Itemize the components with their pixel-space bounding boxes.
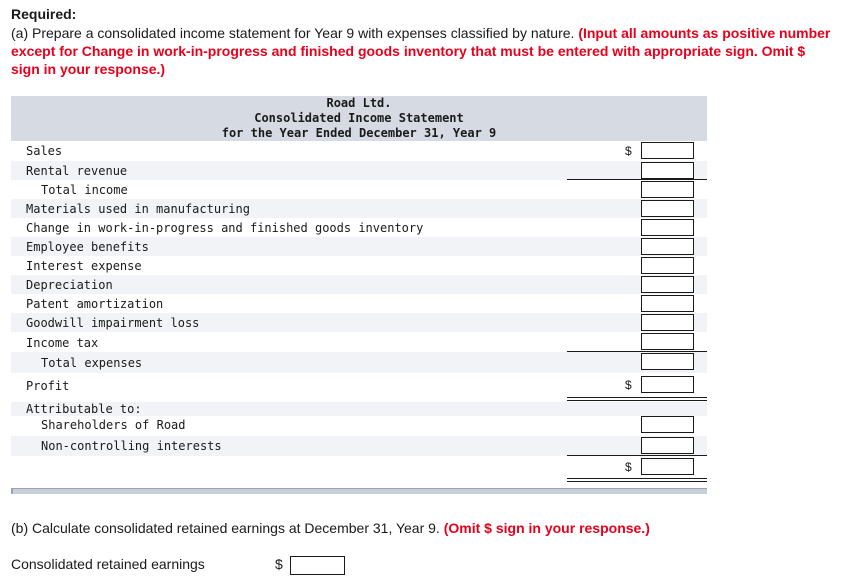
row-label: Materials used in manufacturing: [26, 202, 250, 216]
required-heading: Required:: [11, 6, 77, 22]
double-rule-top: [567, 397, 707, 398]
row-label: Employee benefits: [26, 240, 149, 254]
row-label: Rental revenue: [26, 164, 128, 178]
dollar-sign: $: [625, 460, 632, 474]
total-attributable-input[interactable]: [641, 458, 694, 475]
row-label: Non-controlling interests: [41, 439, 222, 453]
part-b-note: (Omit $ sign in your response.): [443, 520, 650, 536]
row-total-attributable: [11, 456, 707, 478]
statement-title: Consolidated Income Statement: [254, 111, 464, 125]
row-depreciation: [11, 275, 707, 294]
retained-earnings-label: Consolidated retained earnings: [11, 556, 205, 572]
double-rule-top: [567, 478, 707, 479]
row-label: Depreciation: [26, 278, 113, 292]
row-label: Total expenses: [41, 356, 143, 370]
row-interest-expense: [11, 256, 707, 275]
row-label: Sales: [26, 144, 63, 158]
row-non-controlling: [11, 436, 707, 456]
row-attributable: [11, 402, 707, 416]
non-controlling-input[interactable]: [641, 437, 694, 454]
row-label: Goodwill impairment loss: [26, 316, 200, 330]
part-a-instructions: [11, 24, 831, 78]
row-label: Patent amortization: [26, 297, 164, 311]
row-total-income: [11, 180, 707, 199]
row-label: Shareholders of Road: [41, 418, 186, 432]
rental-revenue-input[interactable]: [641, 162, 694, 179]
row-label: Income tax: [26, 336, 99, 350]
row-total-expenses: [11, 352, 707, 373]
income-tax-input[interactable]: [641, 333, 694, 350]
dollar-sign: $: [625, 378, 632, 392]
goodwill-impairment-input[interactable]: [641, 314, 694, 331]
materials-input[interactable]: [641, 200, 694, 217]
row-label: Profit: [26, 379, 70, 393]
part-b-instructions: [11, 520, 650, 536]
row-patent-amortization: [11, 294, 707, 313]
row-label: Attributable to:: [26, 402, 142, 416]
row-materials: [11, 199, 707, 218]
row-profit: [11, 373, 707, 397]
change-wip-input[interactable]: [641, 219, 694, 236]
statement-header: [11, 96, 707, 141]
row-sales: [11, 141, 707, 161]
total-expenses-input[interactable]: [641, 353, 694, 370]
row-label: Total income: [41, 183, 128, 197]
company-name: Road Ltd.: [326, 96, 392, 110]
interest-expense-input[interactable]: [641, 257, 694, 274]
sales-input[interactable]: [641, 142, 694, 159]
part-a-note: (Input all amounts as positive number except for Change in work-in-progress and finished goods inventory that must be entered with appropriate sign. Omit $ sign in your response.): [11, 25, 831, 77]
patent-amortization-input[interactable]: [641, 295, 694, 312]
double-rule-bottom: [567, 481, 707, 482]
profit-input[interactable]: [641, 376, 694, 393]
table-scrollbar[interactable]: [11, 488, 707, 494]
total-income-input[interactable]: [641, 181, 694, 198]
row-shareholders: [11, 416, 707, 436]
statement-period: for the Year Ended December 31, Year 9: [221, 126, 497, 140]
shareholders-input[interactable]: [641, 416, 694, 433]
row-rental-revenue: [11, 161, 707, 180]
part-b-prompt: (b) Calculate consolidated retained earnings at December 31, Year 9.: [11, 520, 440, 536]
row-label: Interest expense: [26, 259, 142, 273]
dollar-sign: $: [625, 144, 632, 158]
retained-earnings-input[interactable]: [290, 556, 345, 575]
depreciation-input[interactable]: [641, 276, 694, 293]
row-goodwill-impairment: [11, 313, 707, 332]
row-label: Change in work-in-progress and finished goods inventory: [26, 221, 424, 235]
row-employee-benefits: [11, 237, 707, 256]
double-rule-bottom: [567, 400, 707, 401]
part-a-prompt: (a) Prepare a consolidated income statement for Year 9 with expenses classified by nature.: [11, 25, 575, 41]
dollar-sign: $: [275, 556, 283, 572]
income-statement: [11, 96, 707, 492]
row-income-tax: [11, 332, 707, 352]
row-change-wip: [11, 218, 707, 237]
employee-benefits-input[interactable]: [641, 238, 694, 255]
